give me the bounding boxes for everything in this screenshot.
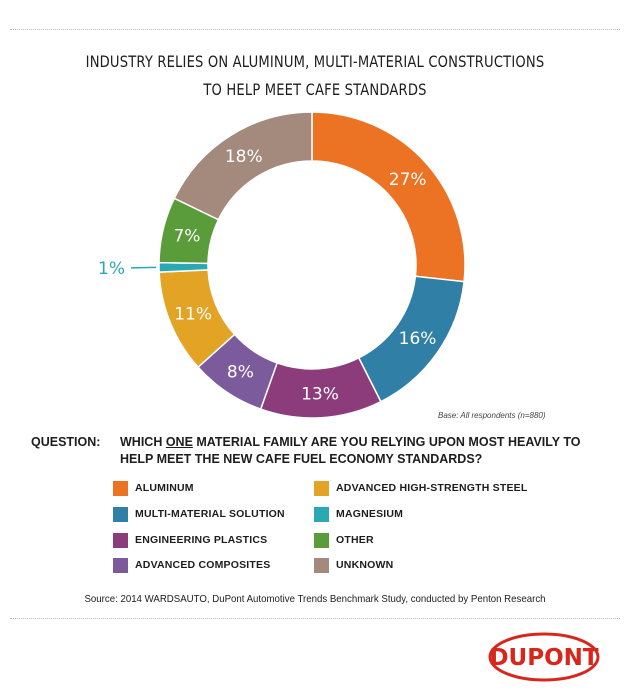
slice-label: 1%: [98, 258, 126, 279]
legend-label: UNKNOWN: [336, 559, 394, 571]
source-note: Source: 2014 WARDSAUTO, DuPont Automotive Trends Benchmark Study, conducted by Penton Research: [84, 593, 546, 605]
legend-swatch: [113, 507, 128, 522]
question-emphasis: ONE: [165, 435, 193, 449]
legend-label: MULTI-MATERIAL SOLUTION: [135, 508, 285, 520]
slice-label: 16%: [398, 329, 437, 350]
slice-label: 11%: [174, 304, 212, 325]
slice-label: 27%: [388, 170, 427, 191]
legend-label: ADVANCED HIGH-STRENGTH STEEL: [336, 482, 528, 494]
legend-item-aluminum: [113, 480, 194, 496]
slice-magnesium: [159, 263, 208, 273]
legend-swatch: [113, 558, 128, 573]
bottom-divider: [10, 618, 620, 619]
legend-label: ADVANCED COMPOSITES: [135, 559, 271, 571]
question-text: [120, 434, 600, 468]
slice-label: 18%: [224, 147, 263, 168]
question-text-start: WHICH: [120, 435, 166, 449]
legend-item-other: [314, 532, 374, 548]
legend-label: MAGNESIUM: [336, 508, 404, 520]
slice-label: 13%: [301, 384, 339, 405]
legend-swatch: [314, 533, 329, 548]
question-label: QUESTION:: [31, 435, 101, 449]
legend-item-engineering-plastics: [113, 532, 267, 548]
legend-item-advanced-composites: [113, 557, 270, 573]
base-note: Base: All respondents (n=880): [438, 411, 546, 420]
legend-item-ahss: [314, 480, 528, 496]
slice-aluminum: [312, 112, 465, 282]
question-text-end: MATERIAL FAMILY ARE YOU RELYING UPON MOST HEAVILY TO HELP MEET THE NEW CAFE FUEL ECONOMY STANDARDS?: [120, 435, 581, 466]
legend-swatch: [314, 558, 329, 573]
chart-title-line-1: INDUSTRY RELIES ON ALUMINUM, MULTI-MATERIAL CONSTRUCTIONS: [85, 52, 545, 71]
legend-item-multi-material: [113, 506, 285, 522]
dupont-logo: [488, 632, 600, 682]
slice-label: 8%: [226, 362, 254, 383]
legend-item-magnesium: [314, 506, 403, 522]
legend-swatch: [113, 533, 128, 548]
legend-label: ENGINEERING PLASTICS: [135, 534, 268, 546]
slice-label: 7%: [173, 226, 201, 247]
legend-item-unknown: [314, 557, 393, 573]
logo-text: DUPONT: [489, 645, 599, 671]
legend-swatch: [314, 507, 329, 522]
legend-swatch: [113, 481, 128, 496]
legend-swatch: [314, 481, 329, 496]
chart-title-line-2: TO HELP MEET CAFE STANDARDS: [203, 80, 427, 99]
legend-label: ALUMINUM: [135, 482, 194, 494]
legend-label: OTHER: [336, 534, 374, 546]
